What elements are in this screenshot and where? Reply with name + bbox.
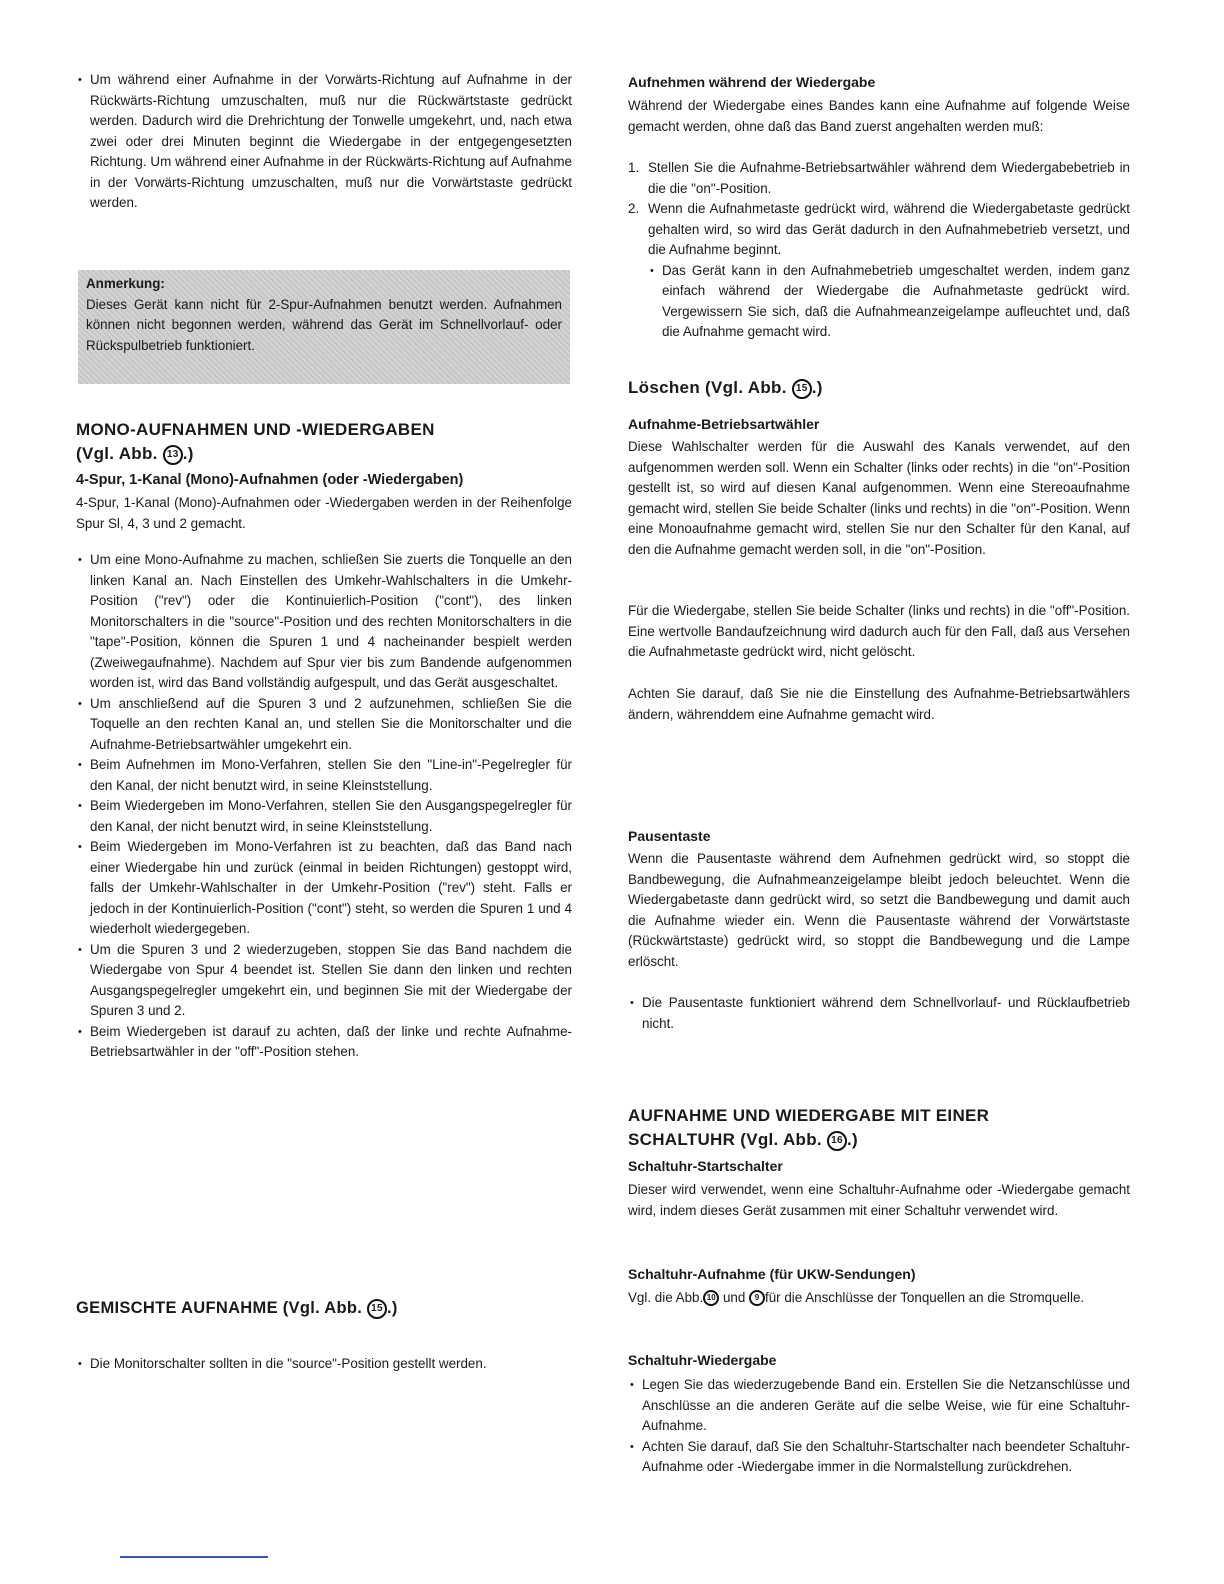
mono-bullet-list: [76, 550, 572, 1063]
timer-rec-text-b: und: [722, 1290, 746, 1305]
step-number: 1.: [628, 160, 640, 175]
timer-rec-para: [628, 1288, 1130, 1309]
list-item: • Um die Spuren 3 und 2 wiederzugeben, stoppen Sie das Band nachdem die Wiedergabe von Spur 4 beendet ist. Stellen Sie dann den linken und rechten Ausgangspegelregler umgekehrt ein, und beginnen Sie mit der Wiedergabe der Spuren 3 und 2.: [76, 940, 572, 1022]
figure-ref-icon: 13: [163, 445, 183, 465]
timer-rec-heading: Schaltuhr-Aufnahme (für UKW-Sendungen): [628, 1266, 916, 1282]
figure-ref-icon: 15: [792, 379, 812, 399]
note-text: Dieses Gerät kann nicht für 2-Spur-Aufnahmen benutzt werden. Aufnahmen können nicht begonnen werden, während das Gerät im Schnellvorlauf- oder Rückspulbetrieb funktioniert.: [86, 296, 562, 353]
pause-para: Wenn die Pausentaste während dem Aufnehmen gedrückt wird, so stoppt die Bandbewegung, die Aufnahmeanzeigelampe bleibt jedoch beleuchtet. Wenn die Wiedergabetaste dann gedrückt wird, so setzt die Bandbewegung und damit auch die Aufnahme wieder ein. Wenn die Pausentaste während der Vorwärtstaste (Rückwärtstaste) gedrückt wird, so stoppt die Bandbewegung und die Lampe erlöscht.: [628, 851, 1130, 969]
list-item: • Achten Sie darauf, daß Sie den Schaltuhr-Startschalter nach beendeter Schaltuhr-Aufnahme oder -Wiedergabe immer in die Normalstellung zurückdrehen.: [628, 1437, 1130, 1478]
step-text: Wenn die Aufnahmetaste gedrückt wird, während die Wiedergabetaste gedrückt gehalten wird, so wird das Gerät dadurch in den Aufnahmebetrieb versetzt, und die Aufnahme beginnt.: [648, 201, 1130, 257]
pause-bullet-list: [628, 993, 1130, 1034]
figure-ref-icon: 10: [703, 1290, 719, 1306]
erase-para-1: Diese Wahlschalter werden für die Auswahl des Kanals verwendet, auf den aufgenommen werden soll. Wenn ein Schalter (links oder rechts) in die "on"-Position gestellt ist, so wird auf diesen Kanal aufgenommen. Wenn eine Stereoaufnahme gemacht wird, stellen Sie beide Schalter (links und rechts) in die "on"-Position. Wenn eine Monoaufnahme gemacht wird, stellen Sie nur den Schalter für den Kanal, auf den die Aufnahme gemacht werden soll, in die "on"-Position.: [628, 439, 1130, 557]
mono-subheading: 4-Spur, 1-Kanal (Mono)-Aufnahmen (oder -Wiedergaben): [76, 472, 464, 488]
mono-heading-line1: MONO-AUFNAHMEN UND -WIEDERGABEN: [76, 420, 435, 439]
list-item: • Beim Aufnehmen im Mono-Verfahren, stellen Sie den "Line-in"-Pegelregler für den Kanal, der nicht benutzt wird, in seine Kleinststellung.: [76, 755, 572, 796]
figure-ref-icon: 15: [367, 1299, 387, 1319]
list-item: • Die Monitorschalter sollten in die "source"-Position gestellt werden.: [76, 1354, 572, 1375]
list-item: • Beim Wiedergeben ist darauf zu achten, daß der linke und rechte Aufnahme-Betriebsartwähler in der "off"-Position stehen.: [76, 1022, 572, 1063]
list-item: • Beim Wiedergeben im Mono-Verfahren, stellen Sie den Ausgangspegelregler für den Kanal, der nicht benutzt wird, in seine Kleinststellung.: [76, 796, 572, 837]
mono-heading-line2: (Vgl. Abb.: [76, 444, 158, 463]
erase-heading-end: .): [811, 378, 823, 397]
note-title: Anmerkung:: [86, 276, 165, 291]
timer-heading-end: .): [846, 1130, 858, 1149]
list-item: • Um anschließend auf die Spuren 3 und 2 aufzunehmen, schließen Sie die Toquelle an den rechten Kanal an, und stellen Sie die Monitorschalter und die Aufnahme-Betriebsartwähler umgekehrt ein.: [76, 694, 572, 756]
mixed-heading-text: GEMISCHTE AUFNAHME (Vgl. Abb.: [76, 1299, 363, 1317]
timer-start-para: Dieser wird verwendet, wenn eine Schaltuhr-Aufnahme oder -Wiedergabe gemacht wird, indem dieses Gerät zusammen mit einer Schaltuhr verwendet wird.: [628, 1182, 1130, 1218]
erase-para-2: Für die Wiedergabe, stellen Sie beide Schalter (links und rechts) in die "off"-Position. Eine wertvolle Bandaufzeichnung wird dadurch auch für den Fall, daß aus Versehen die Aufnahmetaste gedrückt wird, nicht gelöscht.: [628, 603, 1130, 659]
timer-play-heading: Schaltuhr-Wiedergabe: [628, 1352, 777, 1368]
list-item: • Die Pausentaste funktioniert während dem Schnellvorlauf- und Rücklaufbetrieb nicht.: [628, 993, 1130, 1034]
timer-start-heading: Schaltuhr-Startschalter: [628, 1158, 783, 1174]
mixed-bullet-list: [76, 1354, 572, 1375]
list-item: • Um eine Mono-Aufnahme zu machen, schließen Sie zuerts die Tonquelle an den linken Kanal an. Nach Einstellen des Umkehr-Wahlschalters in die Umkehr-Position ("rev") oder die Kontinuierlich-Position ("cont"), des linken Monitorschalters in die "source"-Position und des rechten Monitorschalters in die "tape"-Position, können die Spuren 1 und 4 nacheinander bespielt werden (Zweiwegaufnahme). Nachdem auf Spur vier bis zum Bandende aufgenommen worden ist, wird das Band vollständig aufgespult, und das Gerät ausgeschaltet.: [76, 550, 572, 694]
note-box: [78, 270, 570, 384]
erase-subheading: Aufnahme-Betriebsartwähler: [628, 416, 820, 432]
mono-heading: [76, 418, 572, 466]
timer-heading-line1: AUFNAHME UND WIEDERGABE MIT EINER: [628, 1106, 990, 1125]
list-item: • Legen Sie das wiederzugebende Band ein. Erstellen Sie die Netzanschlüsse und Anschlüsse an die anderen Geräte auf die selbe Weise, wie für eine Schaltuhr-Aufnahme.: [628, 1375, 1130, 1437]
list-item: [628, 158, 1130, 199]
footer-rule: [120, 1556, 268, 1558]
figure-ref-icon: 9: [749, 1290, 765, 1306]
list-item: • Beim Wiedergeben im Mono-Verfahren ist zu beachten, daß das Band nach einer Wiedergabe hin und zurück (einmal in beiden Richtungen) gestoppt wird, falls der Umkehr-Wahlschalter in der Umkehr-Position ("rev") steht. Falls er jedoch in der Kontinuierlich-Position ("cont") steht, so werden die Spuren 1 und 4 wiederholt wiedergegeben.: [76, 837, 572, 940]
step-text: Stellen Sie die Aufnahme-Betriebsartwähler während dem Wiedergabebetrieb in die die "on"-Position.: [648, 160, 1130, 196]
timer-rec-text-c: für die Anschlüsse der Tonquellen an die Stromquelle.: [765, 1290, 1085, 1305]
timer-heading-line2: SCHALTUHR (Vgl. Abb.: [628, 1130, 822, 1149]
erase-heading-text: Löschen (Vgl. Abb.: [628, 378, 787, 397]
intro-bullet-list: [76, 70, 572, 214]
timer-heading: [628, 1104, 1130, 1152]
figure-ref-icon: 16: [827, 1131, 847, 1151]
erase-heading: [628, 376, 1130, 400]
timer-play-bullet-list: [628, 1375, 1130, 1478]
step-number: 2.: [628, 201, 640, 216]
pause-heading: Pausentaste: [628, 828, 711, 844]
list-item: • Um während einer Aufnahme in der Vorwärts-Richtung auf Aufnahme in der Rückwärts-Richtung umzuschalten, muß nur die Rückwärtstaste gedrückt werden. Dadurch wird die Drehrichtung der Tonwelle umgekehrt, und, nach etwa zwei oder drei Minuten beginnt die Wiedergabe in der entgegengesetzten Richtung. Um während einer Aufnahme in der Rückwärts-Richtung auf Aufnahme in der Vorwärts-Richtung umzuschalten, muß nur die Vorwärtstaste gedrückt werden.: [76, 70, 572, 214]
mono-heading-end: .): [182, 444, 194, 463]
timer-rec-text-a: Vgl. die Abb.: [628, 1290, 704, 1305]
step-bullet-list: [648, 261, 1130, 343]
rec-during-play-heading: Aufnehmen während der Wiedergabe: [628, 74, 876, 90]
list-item: • Das Gerät kann in den Aufnahmebetrieb umgeschaltet werden, indem ganz einfach während der Wiedergabe die Aufnahmetaste gedrückt wird. Vergewissern Sie sich, daß die Aufnahmeanzeigelampe aufleuchtet und, daß die Aufnahme gemacht wird.: [648, 261, 1130, 343]
mono-intro: 4-Spur, 1-Kanal (Mono)-Aufnahmen oder -Wiedergaben werden in der Reihenfolge Spur Sl, 4, 3 und 2 gemacht.: [76, 495, 572, 531]
rec-during-play-intro: Während der Wiedergabe eines Bandes kann eine Aufnahme auf folgende Weise gemacht werden, ohne daß das Band zuerst angehalten werden muß:: [628, 98, 1130, 134]
mixed-heading-end: .): [387, 1299, 398, 1317]
erase-para-3: Achten Sie darauf, daß Sie nie die Einstellung des Aufnahme-Betriebsartwählers ändern, währenddem eine Aufnahme gemacht wird.: [628, 686, 1130, 722]
rec-during-play-steps: [628, 158, 1130, 343]
list-item: [628, 199, 1130, 343]
mixed-heading: [76, 1296, 572, 1320]
